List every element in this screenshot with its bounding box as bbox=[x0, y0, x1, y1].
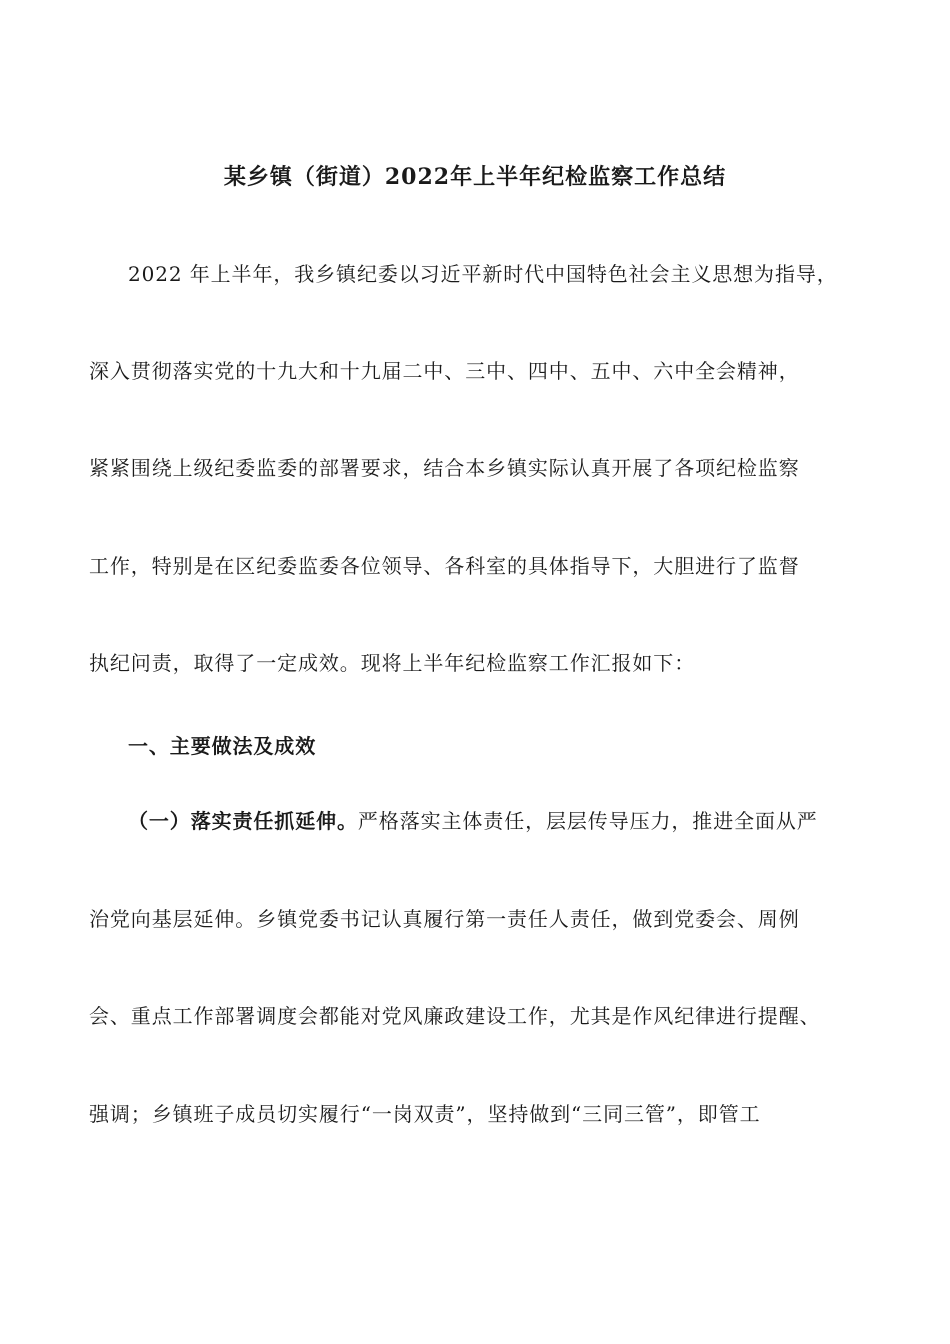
subsection-1-first-line bbox=[128, 805, 818, 834]
subsection-1-line-4: 强调；乡镇班子成员切实履行“一岗双责”，坚持做到“三同三管”，即管工 bbox=[89, 1102, 761, 1126]
subsection-1-lead: （一）落实责任抓延伸。 bbox=[128, 809, 358, 833]
subsection-1-line-3: 会、重点工作部署调度会都能对党风廉政建设工作，尤其是作风纪律进行提醒、 bbox=[89, 1004, 821, 1028]
intro-line-3: 紧紧围绕上级纪委监委的部署要求，结合本乡镇实际认真开展了各项纪检监察 bbox=[89, 456, 800, 480]
intro-line-2: 深入贯彻落实党的十九大和十九届二中、三中、四中、五中、六中全会精神， bbox=[89, 359, 800, 383]
intro-line-5: 执纪问责，取得了一定成效。现将上半年纪检监察工作汇报如下： bbox=[89, 651, 696, 675]
subsection-1-first-line-text: 严格落实主体责任，层层传导压力，推进全面从严 bbox=[357, 809, 818, 833]
intro-line-1: 2022 年上半年，我乡镇纪委以习近平新时代中国特色社会主义思想为指导， bbox=[128, 262, 838, 286]
subsection-1-line-2: 治党向基层延伸。乡镇党委书记认真履行第一责任人责任，做到党委会、周例 bbox=[89, 907, 800, 931]
intro-line-4: 工作，特别是在区纪委监委各位领导、各科室的具体指导下，大胆进行了监督 bbox=[89, 554, 800, 578]
section-heading-1: 一、主要做法及成效 bbox=[128, 734, 317, 758]
document-title: 某乡镇（街道）2022年上半年纪检监察工作总结 bbox=[223, 164, 727, 190]
